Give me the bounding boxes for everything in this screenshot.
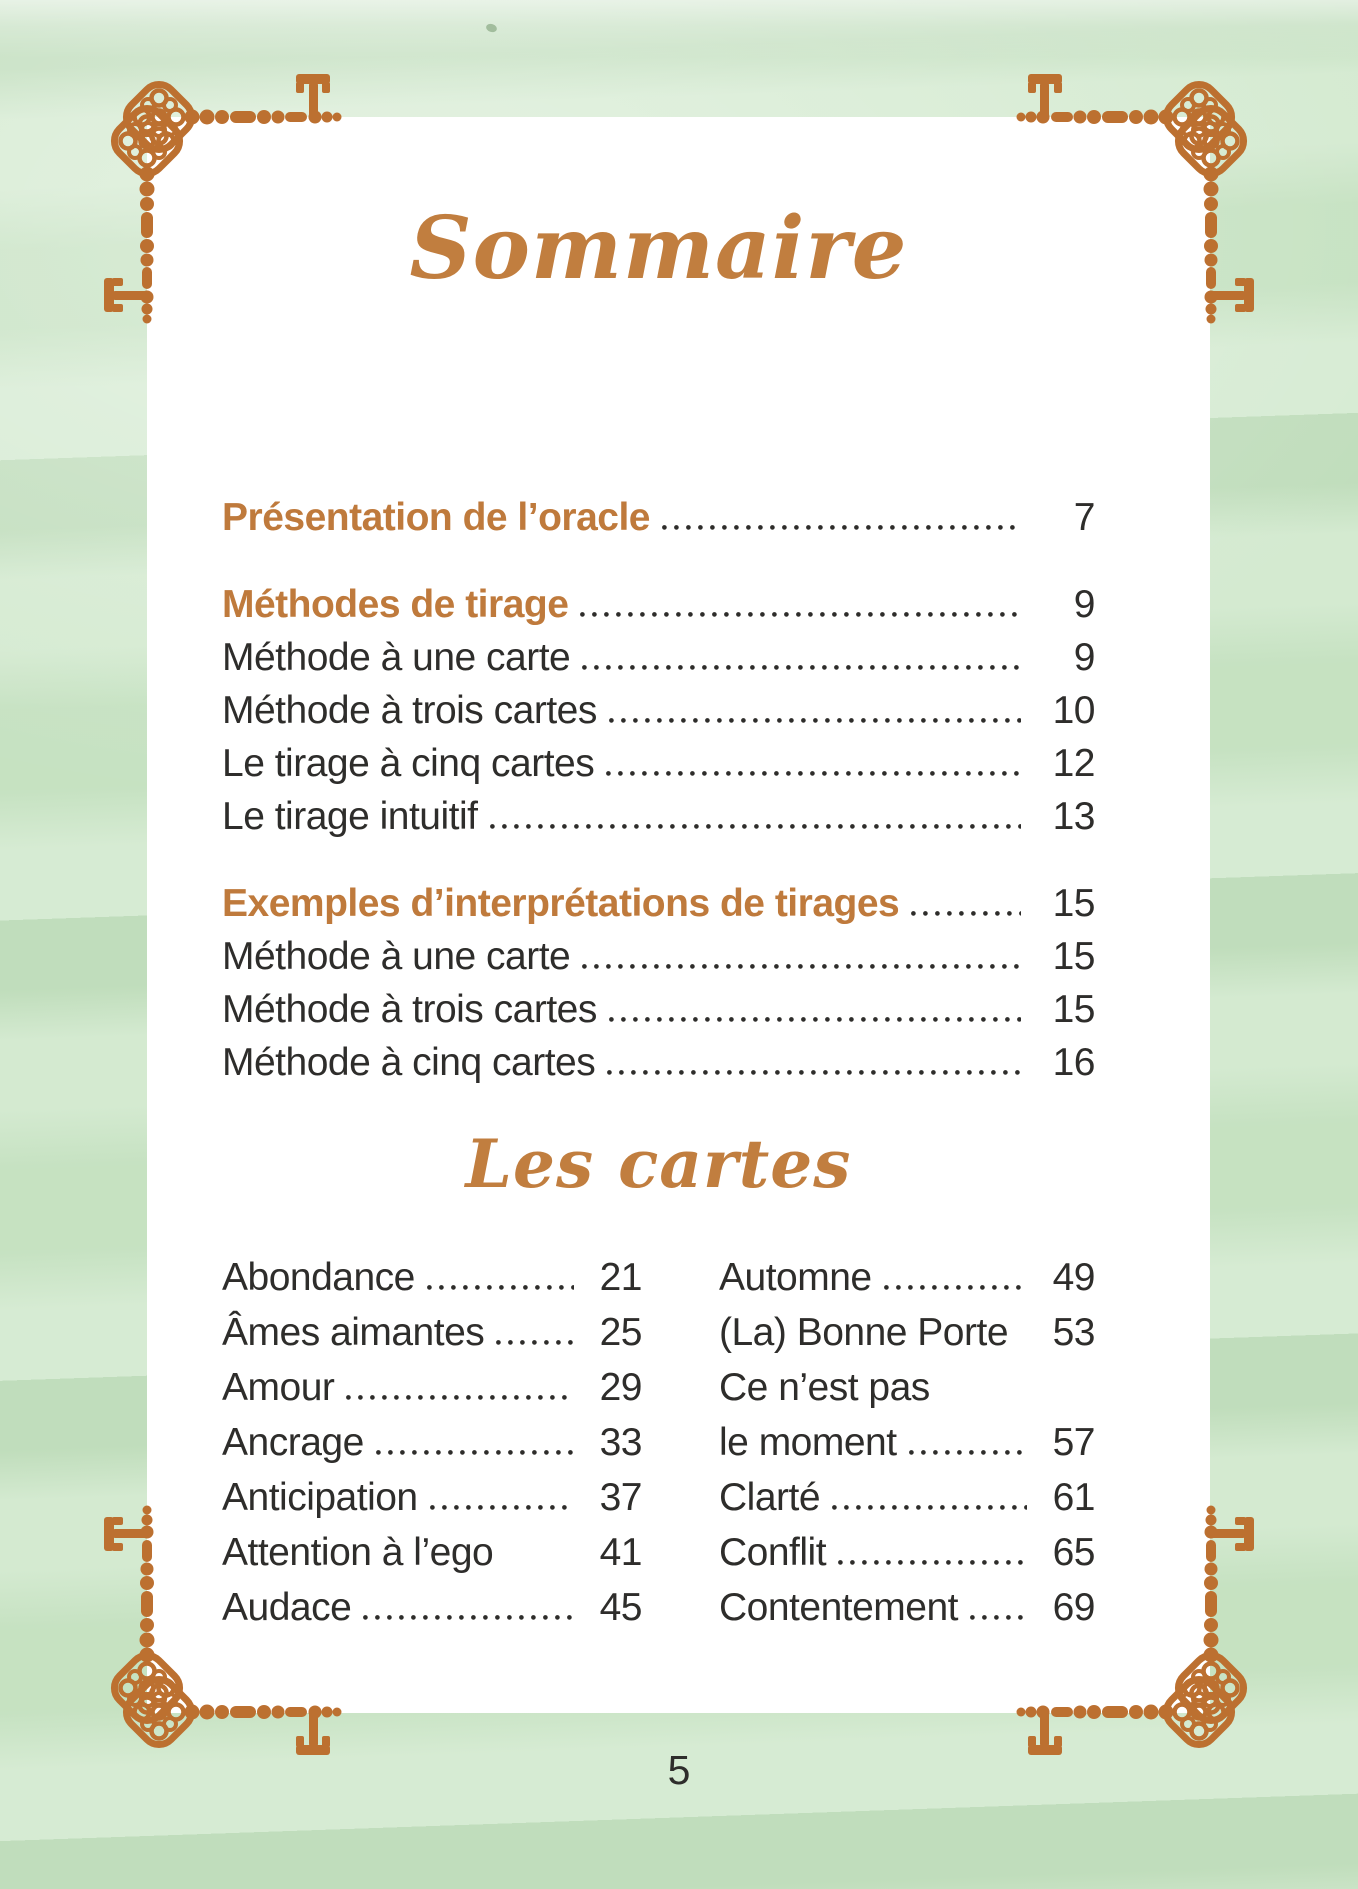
entry-label: (La) Bonne Porte [719, 1311, 1009, 1355]
card-entry [222, 1575, 642, 1630]
entry-label: Exemples d’interprétations de tirages [222, 882, 900, 926]
entry-label: Conflit [719, 1531, 827, 1575]
entry-page-number: 57 [1052, 1421, 1095, 1465]
toc-entry [222, 979, 1095, 1032]
entry-label: Méthode à une carte [222, 935, 571, 979]
dot-leader [909, 1450, 1027, 1455]
entry-page-number: 49 [1052, 1256, 1095, 1300]
dot-leader [427, 1285, 574, 1290]
entry-page-number: 25 [599, 1311, 642, 1355]
card-entry [222, 1355, 642, 1410]
dot-leader [363, 1615, 574, 1620]
dot-leader [346, 1395, 574, 1400]
entry-label: Âmes aimantes [222, 1311, 485, 1355]
entry-page-number: 16 [1052, 1041, 1095, 1085]
entry-page-number: 15 [1052, 882, 1095, 926]
entry-label: Présentation de l’oracle [222, 496, 650, 540]
entry-label: Méthode à cinq cartes [222, 1041, 596, 1085]
entry-label: Automne [719, 1256, 872, 1300]
toc-entry [222, 680, 1095, 733]
table-of-contents [222, 487, 1095, 1085]
dot-leader [832, 1505, 1027, 1510]
entry-label: Méthode à trois cartes [222, 689, 597, 733]
entry-page-number: 13 [1052, 795, 1095, 839]
entry-page-number: 21 [599, 1256, 642, 1300]
entry-page-number: 61 [1052, 1476, 1095, 1520]
toc-section-heading [222, 873, 1095, 926]
entry-page-number: 15 [1052, 935, 1095, 979]
entry-page-number: 45 [599, 1586, 642, 1630]
entry-label: Attention à l’ego [222, 1531, 494, 1575]
toc-section-heading [222, 487, 1095, 540]
entry-label: le moment [719, 1421, 897, 1465]
dot-leader [609, 1017, 1021, 1022]
entry-label: Amour [222, 1366, 335, 1410]
dot-leader [884, 1285, 1027, 1290]
entry-label: Méthode à une carte [222, 636, 571, 680]
folio-page-number: 5 [667, 1747, 691, 1793]
entry-label: Contentement [719, 1586, 958, 1630]
entry-label: Le tirage intuitif [222, 795, 478, 839]
watercolor-speck [485, 22, 498, 33]
entry-page-number: 41 [599, 1531, 642, 1575]
dot-leader [582, 964, 1021, 969]
card-entry [719, 1300, 1095, 1355]
entry-label: Méthodes de tirage [222, 583, 569, 627]
entry-page-number: 9 [1073, 583, 1095, 627]
entry-label: Ce n’est pas [719, 1366, 930, 1410]
dot-leader [970, 1615, 1027, 1620]
dot-leader [490, 824, 1022, 829]
entry-page-number: 7 [1073, 496, 1095, 540]
toc-entry [222, 627, 1095, 680]
toc-section-heading [222, 574, 1095, 627]
entry-label: Clarté [719, 1476, 821, 1520]
card-entry [222, 1520, 642, 1575]
dot-leader [430, 1505, 574, 1510]
entry-page-number: 53 [1052, 1311, 1095, 1355]
entry-page-number: 10 [1052, 689, 1095, 733]
dot-leader [376, 1450, 574, 1455]
entry-page-number: 12 [1052, 742, 1095, 786]
dot-leader [580, 612, 1021, 617]
dot-leader [496, 1340, 574, 1345]
toc-entry [222, 733, 1095, 786]
toc-entry [222, 786, 1095, 839]
cards-section-title: Les cartes [465, 1125, 852, 1203]
card-entry [222, 1410, 642, 1465]
dot-leader [505, 1560, 574, 1565]
page-title: Sommaire [409, 198, 908, 299]
entry-page-number: 37 [599, 1476, 642, 1520]
card-entry [719, 1520, 1095, 1575]
entry-label: Audace [222, 1586, 352, 1630]
card-entry [222, 1465, 642, 1520]
dot-leader [662, 525, 1021, 530]
cards-column-right [719, 1245, 1095, 1630]
entry-page-number: 29 [599, 1366, 642, 1410]
card-entry [719, 1465, 1095, 1520]
card-entry [222, 1245, 642, 1300]
entry-page-number: 15 [1052, 988, 1095, 1032]
entry-page-number: 65 [1052, 1531, 1095, 1575]
toc-entry [222, 926, 1095, 979]
entry-label: Abondance [222, 1256, 415, 1300]
card-entry [719, 1410, 1095, 1465]
entry-label: Ancrage [222, 1421, 364, 1465]
card-entry [719, 1575, 1095, 1630]
dot-leader [607, 1070, 1021, 1075]
entry-label: Anticipation [222, 1476, 418, 1520]
dot-leader [606, 771, 1021, 776]
card-entry [719, 1355, 1095, 1410]
dot-leader [1020, 1340, 1027, 1345]
dot-leader [582, 665, 1021, 670]
entry-label: Méthode à trois cartes [222, 988, 597, 1032]
entry-label: Le tirage à cinq cartes [222, 742, 595, 786]
dot-leader [942, 1395, 1085, 1400]
cards-column-left [222, 1245, 642, 1630]
card-entry [719, 1245, 1095, 1300]
dot-leader [838, 1560, 1027, 1565]
entry-page-number: 69 [1052, 1586, 1095, 1630]
entry-page-number: 9 [1073, 636, 1095, 680]
card-entry [222, 1300, 642, 1355]
dot-leader [609, 718, 1021, 723]
dot-leader [911, 911, 1021, 916]
book-page [147, 117, 1210, 1713]
toc-entry [222, 1032, 1095, 1085]
entry-page-number: 33 [599, 1421, 642, 1465]
cards-index [222, 1245, 1095, 1630]
